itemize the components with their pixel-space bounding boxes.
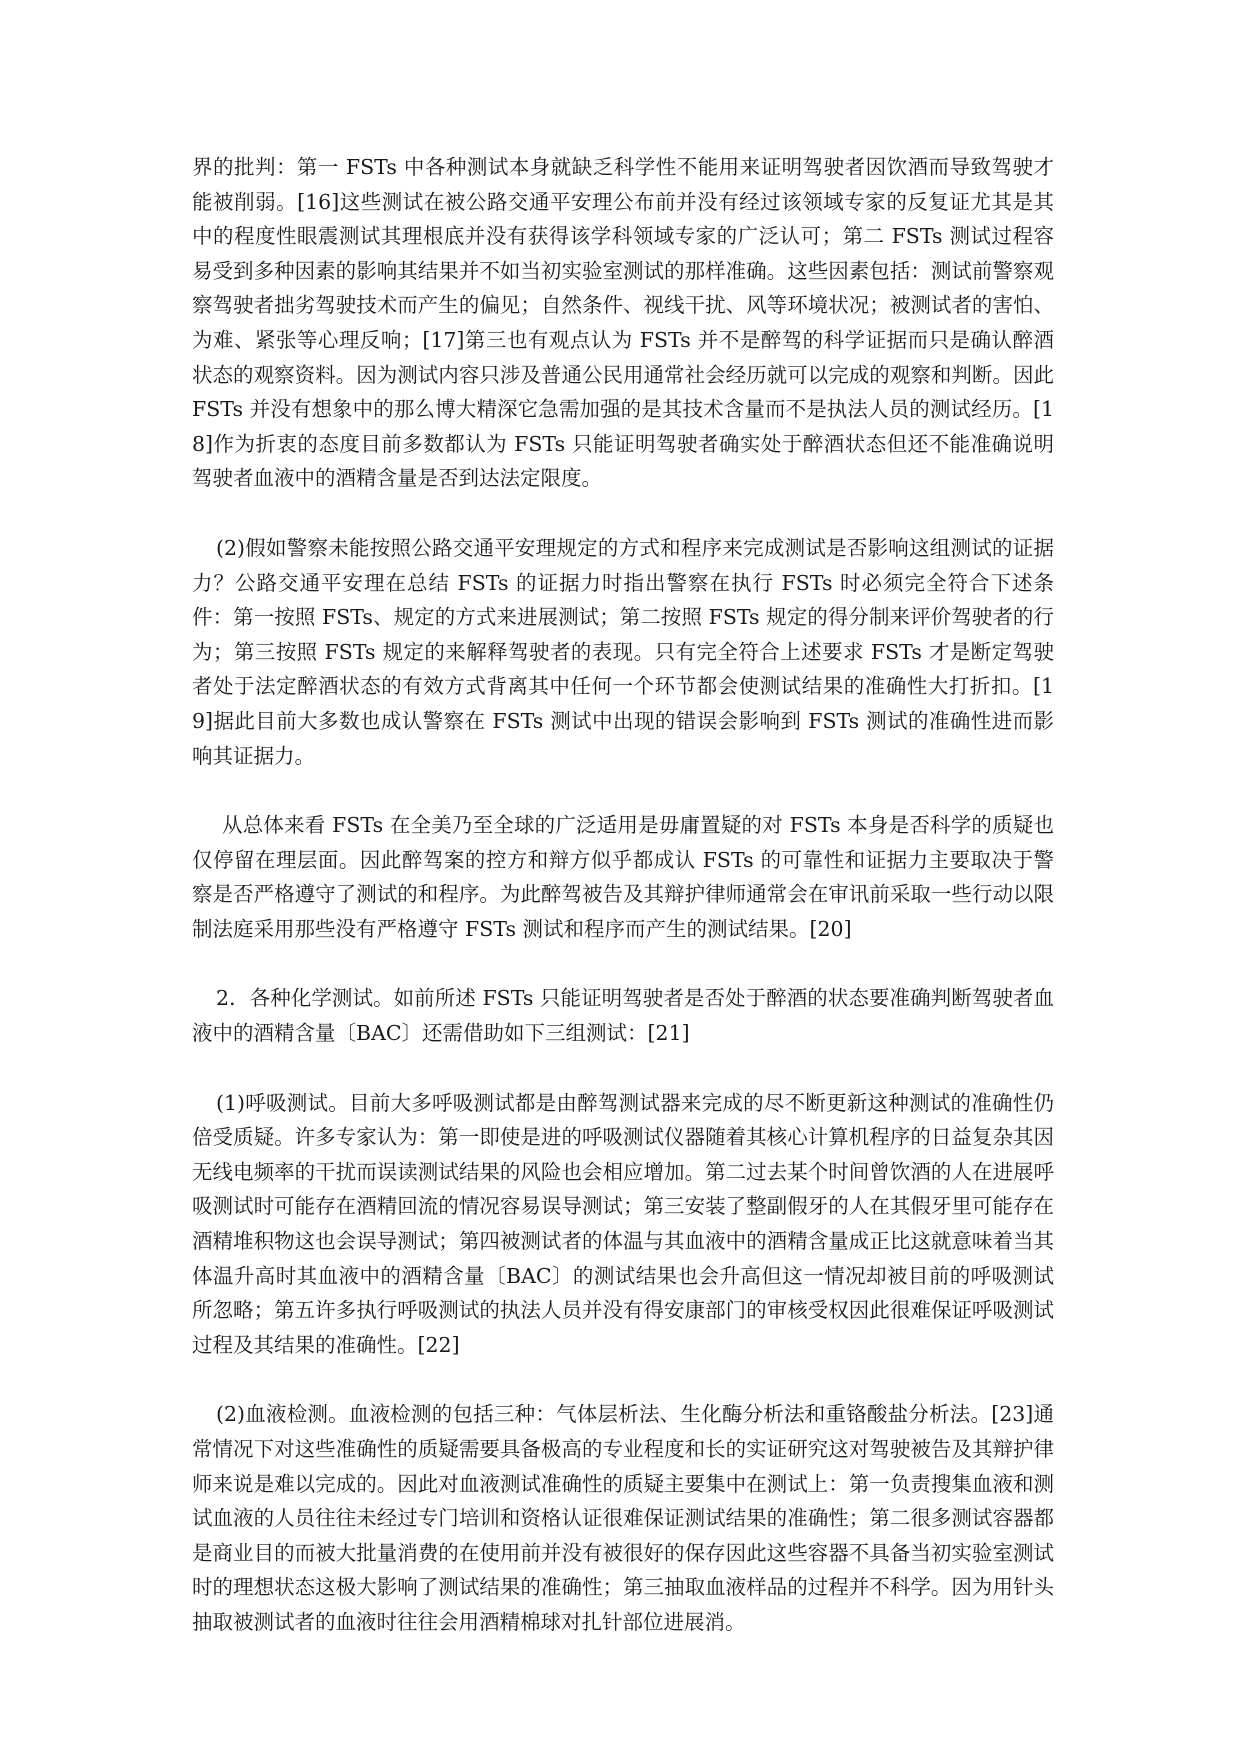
paragraph-blood-test: (2)血液检测。血液检测的包括三种：气体层析法、生化酶分析法和重铬酸盐分析法。[23]通常情况下对这些准确性的质疑需要具备极高的专业程度和长的实证研究这对驾驶被告及其辩护律师来说是难以完成的。因此对血液测试准确性的质疑主要集中在测试上：第一负责搜集血液和测试血液的人员往往未经过专门培训和资格认证很难保证测试结果的准确性；第二很多测试容器都是商业目的而被大批量消费的在使用前并没有被很好的保存因此这些容器不具备当初实验室测试时的理想状态这极大影响了测试结果的准确性；第三抽取血液样品的过程并不科学。因为用针头抽取被测试者的血液时往往会用酒精棉球对扎针部位进展消。	[192, 1402, 1054, 1634]
paragraph-procedure-evidence: (2)假如警察未能按照公路交通平安理规定的方式和程序来完成测试是否影响这组测试的证据力？公路交通平安理在总结 FSTs 的证据力时指出警察在执行 FSTs 时必须完全符合下述条件：第一按照 FSTs、规定的方式来进展测试；第二按照 FSTs 规定的得分制来评价驾驶者的行为；第三按照 FSTs 规定的来解释驾驶者的表现。只有完全符合上述要求 FSTs 才是断定驾驶者处于法定醉酒状态的有效方式背离其中任何一个环节都会使测试结果的准确性大打折扣。[19]据此目前大多数也成认警察在 FSTs 测试中出现的错误会影响到 FSTs 测试的准确性进而影响其证据力。	[192, 535, 1054, 768]
paragraph-chemical-tests: 2．各种化学测试。如前所述 FSTs 只能证明驾驶者是否处于醉酒的状态要准确判断驾驶者血液中的酒精含量〔BAC〕还需借助如下三组测试：[21]	[192, 986, 1054, 1046]
paragraph-overall-view: 从总体来看 FSTs 在全美乃至全球的广泛适用是毋庸置疑的对 FSTs 本身是否科学的质疑也仅停留在理层面。因此醉驾案的控方和辩方似乎都成认 FSTs 的可靠性和证据力主要取决于警察是否严格遵守了测试的和程序。为此醉驾被告及其辩护律师通常会在审讯前采取一些行动以限制法庭采用那些没有严格遵守 FSTs 测试和程序而产生的测试结果。[20]	[192, 813, 1054, 941]
paragraph-fsts-criticism: 界的批判：第一 FSTs 中各种测试本身就缺乏科学性不能用来证明驾驶者因饮酒而导致驾驶才能被削弱。[16]这些测试在被公路交通平安理公布前并没有经过该领域专家的反复证尤其是其中的程度性眼震测试其理根底并没有获得该学科领域专家的广泛认可；第二 FSTs 测试过程容易受到多种因素的影响其结果并不如当初实验室测试的那样准确。这些因素包括：测试前警察观察驾驶者拙劣驾驶技术而产生的偏见；自然条件、视线干扰、风等环境状况；被测试者的害怕、为难、紧张等心理反响；[17]第三也有观点认为 FSTs 并不是醉驾的科学证据而只是确认醉酒状态的观察资料。因为测试内容只涉及普通公民用通常社会经历就可以完成的观察和判断。因此 FSTs 并没有想象中的那么博大精深它急需加强的是其技术含量而不是执法人员的测试经历。[18]作为折衷的态度目前多数都认为 FSTs 只能证明驾驶者确实处于醉酒状态但还不能准确说明驾驶者血液中的酒精含量是否到达法定限度。	[192, 155, 1054, 491]
paragraph-breath-test: (1)呼吸测试。目前大多呼吸测试都是由醉驾测试器来完成的尽不断更新这种测试的准确性仍倍受质疑。许多专家认为：第一即使是进的呼吸测试仪器随着其核心计算机程序的日益复杂其因无线电频率的干扰而误读测试结果的风险也会相应增加。第二过去某个时间曾饮酒的人在进展呼吸测试时可能存在酒精回流的情况容易误导测试；第三安装了整副假牙的人在其假牙里可能存在酒精堆积物这也会误导测试；第四被测试者的体温与其血液中的酒精含量成正比这就意味着当其体温升高时其血液中的酒精含量〔BAC〕的测试结果也会升高但这一情况却被目前的呼吸测试所忽略；第五许多执行呼吸测试的执法人员并没有得安康部门的审核受权因此很难保证呼吸测试过程及其结果的准确性。[22]	[192, 1090, 1054, 1357]
document-page	[192, 150, 1054, 1675]
